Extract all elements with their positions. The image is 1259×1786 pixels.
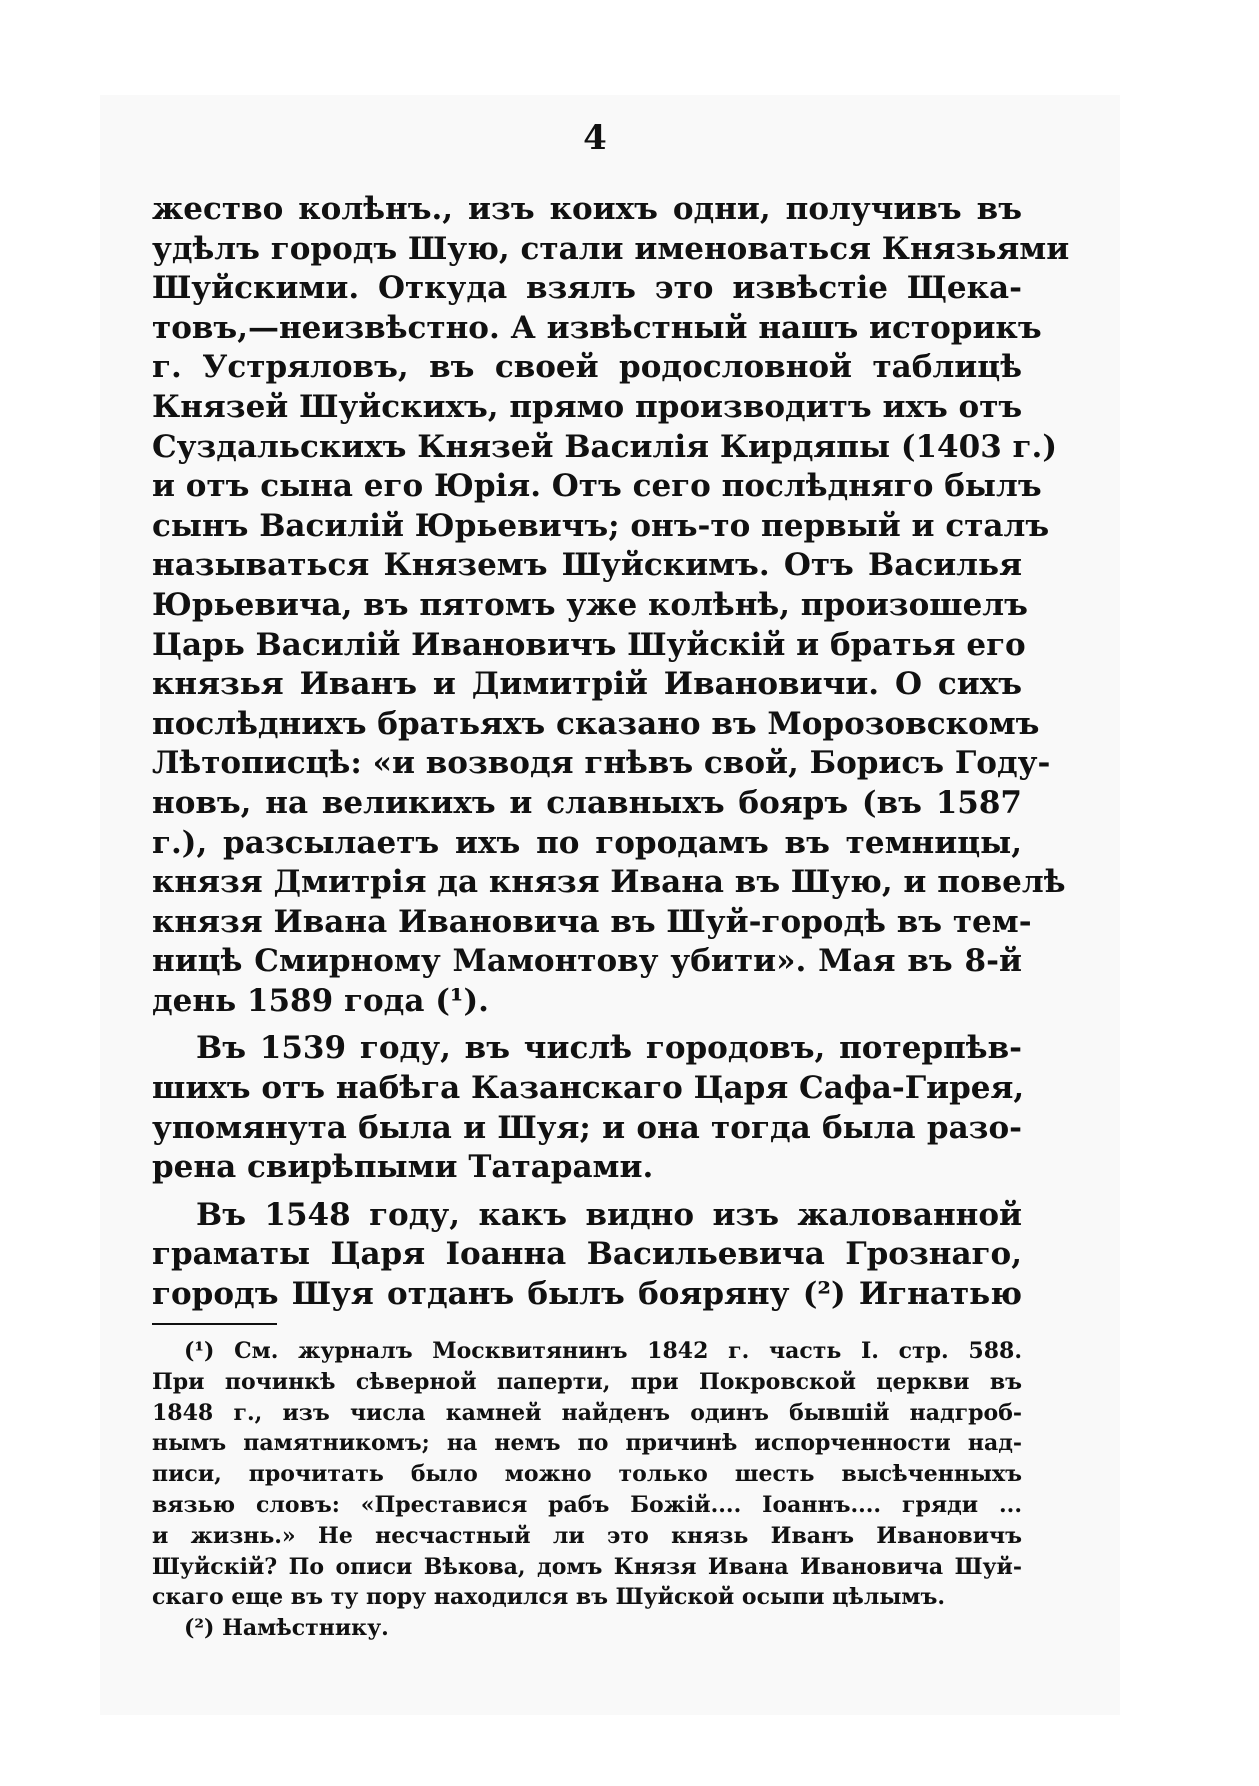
text-line: князья Иванъ и Димитрій Ивановичи. О сихъ xyxy=(152,666,1022,703)
footnote-line: писи, прочитать было можно только шесть высѣченныхъ xyxy=(152,1461,1022,1488)
footnote xyxy=(152,1613,1022,1644)
footnote-line: Шуйскій? По описи Вѣкова, домъ Князя Ивана Ивановича Шуй- xyxy=(152,1553,1022,1580)
text-line: Шуйскими. Откуда взялъ это извѣстіе Щека- xyxy=(152,270,1022,307)
text-line: Царь Василій Ивановичъ Шуйскій и братья его xyxy=(152,626,1026,663)
footnote-separator xyxy=(152,1323,277,1325)
text-line: товъ,—неизвѣстно. А извѣстный нашъ историкъ xyxy=(152,309,1042,346)
text-line: князя Ивана Ивановича въ Шуй-городѣ въ тем- xyxy=(152,903,1032,940)
text-line: шихъ отъ набѣга Казанскаго Царя Сафа-Гирея, xyxy=(152,1070,1025,1107)
text-line: Въ 1548 году, какъ видно изъ жалованной xyxy=(196,1196,1022,1233)
text-line: удѣлъ городъ Шую, стали именоваться Князьями xyxy=(152,230,1070,267)
footnote xyxy=(152,1336,1022,1613)
text-line: граматы Царя Іоанна Васильевича Грознаго, xyxy=(152,1236,1022,1273)
footnote-line: (²) Намѣстнику. xyxy=(184,1615,389,1642)
text-line: Суздальскихъ Князей Василія Кирдяпы (1403 г.) xyxy=(152,428,1058,465)
paragraph xyxy=(152,190,1070,1021)
footnote-line: нымъ памятникомъ; на немъ по причинѣ испорченности над- xyxy=(152,1430,1022,1457)
text-line: рена свирѣпыми Татарами. xyxy=(152,1149,654,1186)
text-line: г. Устряловъ, въ своей родословной таблицѣ xyxy=(152,349,1022,386)
footnotes xyxy=(152,1336,1022,1644)
footnote-line: (¹) См. журналъ Москвитянинъ 1842 г. часть I. стр. 588. xyxy=(184,1338,1022,1364)
text-line: и отъ сына его Юрія. Отъ сего послѣдняго былъ xyxy=(152,468,1042,505)
paragraph xyxy=(152,1029,1025,1187)
text-line: Въ 1539 году, въ числѣ городовъ, потерпѣв- xyxy=(196,1030,1022,1067)
page-number: 4 xyxy=(583,118,607,158)
paragraph xyxy=(152,1196,1022,1315)
footnote-line: 1848 г., изъ числа камней найденъ одинъ бывшій надгроб- xyxy=(152,1399,1022,1426)
text-line: послѣднихъ братьяхъ сказано въ Морозовскомъ xyxy=(152,705,1040,742)
text-line: Лѣтописцѣ: «и возводя гнѣвъ свой, Борисъ Году- xyxy=(152,745,1051,782)
text-line: жество колѣнъ., изъ коихъ одни, получивъ въ xyxy=(152,191,1022,227)
text-line: называться Княземъ Шуйскимъ. Отъ Василья xyxy=(152,547,1022,584)
footnote-line: скаго еще въ ту пору находился въ Шуйской осыпи цѣлымъ. xyxy=(152,1584,946,1611)
text-line: Князей Шуйскихъ, прямо производитъ ихъ отъ xyxy=(152,388,1023,425)
text-line: новъ, на великихъ и славныхъ бояръ (въ 1587 xyxy=(152,784,1022,821)
text-line: князя Дмитрія да князя Ивана въ Шую, и повелѣ xyxy=(152,864,1066,901)
text-line: сынъ Василій Юрьевичъ; онъ-то первый и сталъ xyxy=(152,507,1050,544)
text-line: городъ Шуя отданъ былъ бояряну (²) Игнатью xyxy=(152,1276,1022,1313)
footnote-line: и жизнь.» Не несчастный ли это князь Иванъ Ивановичъ xyxy=(152,1522,1022,1549)
main-text xyxy=(152,190,1070,1315)
footnote-line: вязью словъ: «Преставися рабъ Божій.... Іоаннъ.... гряди ... xyxy=(152,1491,1022,1518)
text-line: день 1589 года (¹). xyxy=(152,982,489,1019)
text-line: упомянута была и Шуя; и она тогда была разо- xyxy=(152,1109,1022,1146)
text-line: г.), разсылаетъ ихъ по городамъ въ темницы, xyxy=(152,824,1022,861)
footnote-line: При починкѣ сѣверной паперти, при Покровской церкви въ xyxy=(152,1368,1022,1395)
text-line: ницѣ Смирному Мамонтову убити». Мая въ 8-й xyxy=(152,943,1022,980)
text-line: Юрьевича, въ пятомъ уже колѣнѣ, произошелъ xyxy=(152,586,1028,623)
